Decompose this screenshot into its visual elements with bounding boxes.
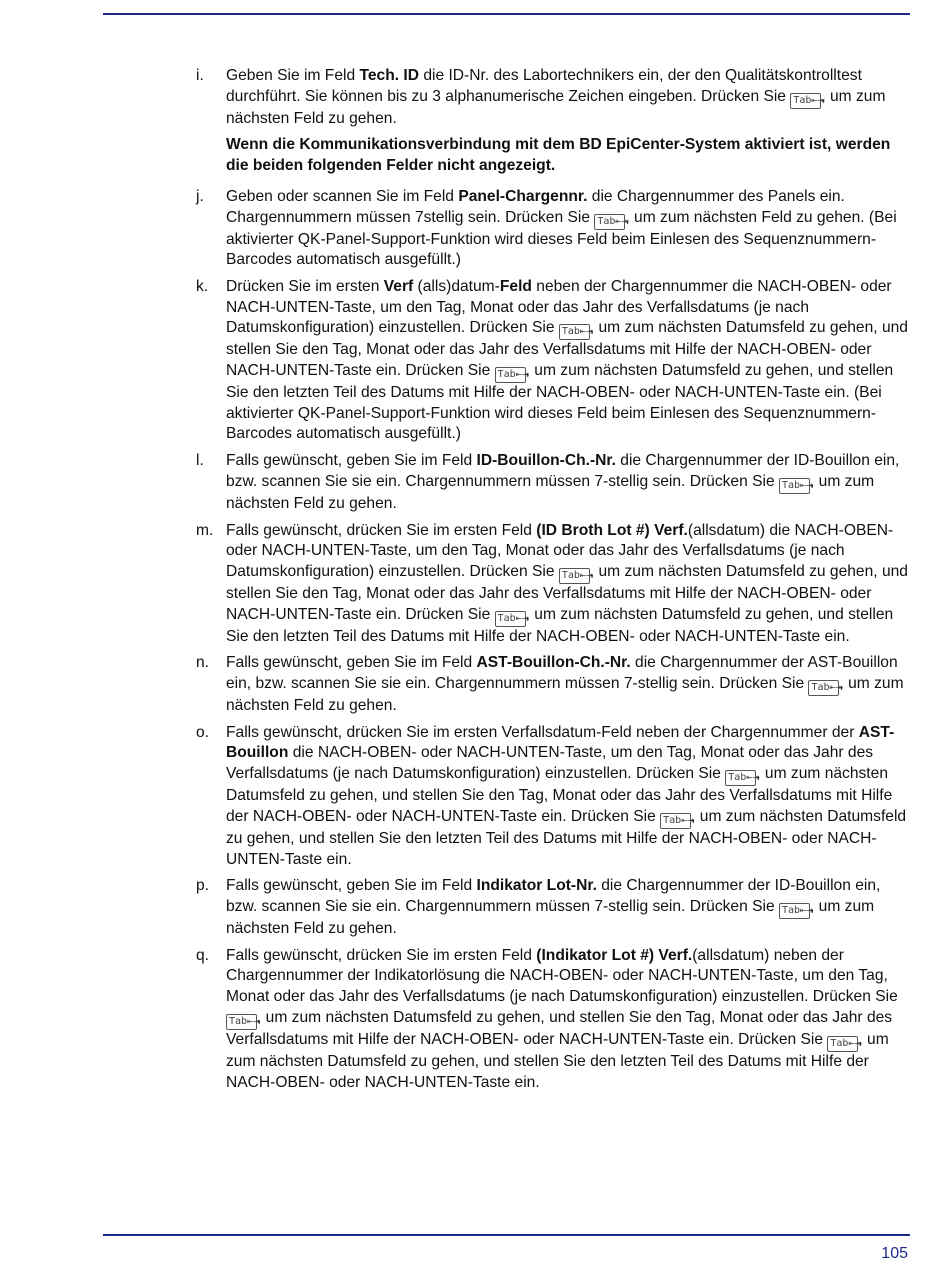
header-rule: [103, 13, 910, 15]
tab-key-icon: Tab⇤⇥: [779, 903, 810, 919]
item-text: Falls gewünscht, drücken Sie im ersten Feld: [226, 946, 537, 964]
item-text: , um zum nächsten Feld zu gehen.: [226, 87, 886, 127]
item-text: (allsdatum) die NACH-OBEN- oder NACH-UNTEN-Taste, um den Tag, Monat oder das Jahr des Verfallsdatums (je nach Datumskonfiguration) einzustellen. Drücken Sie: [226, 521, 894, 580]
tab-key-icon: Tab⇤⇥: [495, 611, 526, 627]
field-name: AST-Bouillon-Ch.-Nr.: [476, 654, 631, 672]
item-text: die Chargennummer der AST-Bouillon ein, bzw. scannen Sie sie ein. Chargennummern müssen 7-stellig sein. Drücken Sie: [226, 654, 898, 693]
list-item-m: [196, 521, 911, 648]
list-item-l: [196, 451, 911, 514]
item-letter: n.: [196, 654, 210, 672]
list-item-j: [196, 187, 911, 271]
tab-key-icon: Tab⇤⇥: [594, 214, 625, 230]
tab-key-icon: Tab⇤⇥: [827, 1036, 858, 1052]
item-text: , um zum nächsten Feld zu gehen.: [226, 472, 875, 512]
item-text: Falls gewünscht, drücken Sie im ersten Verfallsdatum-Feld neben der Chargennummer der: [226, 723, 859, 741]
item-letter: m.: [196, 521, 214, 539]
item-text: die NACH-OBEN- oder NACH-UNTEN-Taste, um den Tag, Monat oder das Jahr des Verfallsdatums (je nach Datumskonfiguration) einzustellen. Drücken Sie: [226, 744, 874, 783]
list-item-k: [196, 277, 911, 445]
item-text: die ID-Nr. des Labortechnikers ein, der den Qualitätskontrolltest durchführt. Sie können bis zu 3 alphanumerische Zeichen eingeben. Drücken Sie: [226, 67, 862, 105]
instruction-list: [196, 66, 911, 1099]
item-text: die Chargennummer des Panels ein. Chargennummern müssen 7stellig sein. Drücken Sie: [226, 187, 845, 226]
tab-key-icon: Tab⇤⇥: [779, 478, 810, 494]
field-name: Tech. ID: [359, 67, 419, 84]
item-text: , um zum nächsten Feld zu gehen.: [226, 897, 875, 937]
item-letter: i.: [196, 67, 204, 84]
item-letter: p.: [196, 877, 210, 895]
footer-rule: [103, 1234, 910, 1236]
field-name: ID-Bouillon-Ch.-Nr.: [476, 452, 616, 470]
item-text: Falls gewünscht, geben Sie im Feld: [226, 654, 477, 672]
field-name: Panel-Chargennr.: [458, 187, 588, 205]
list-item-o: [196, 723, 911, 871]
item-letter: q.: [196, 946, 210, 964]
item-text: , um zum nächsten Datumsfeld zu gehen, und stellen Sie den letzten Teil des Datums mit Hilfe der NACH-OBEN- oder NACH-UNTEN-Taste ein.: [226, 807, 907, 868]
item-letter: k.: [196, 277, 209, 295]
item-text: Drücken Sie im ersten: [226, 277, 384, 295]
item-text: , um zum nächsten Datumsfeld zu gehen, und stellen Sie den letzten Teil des Datums mit Hilfe der NACH-OBEN- oder NACH-UNTEN-Taste ein. (Bei aktivierter QK-Panel-Support-Funktion wird dieses Feld beim Einlesen des Sequenznummern-Barcodes automatisch ausgefüllt.): [226, 362, 894, 443]
item-text: , um zum nächsten Datumsfeld zu gehen, und stellen Sie den Tag, Monat oder das Jahr des Verfallsdatums mit Hilfe der NACH-OBEN- oder NACH-UNTEN-Taste ein. Drücken Sie: [226, 319, 908, 380]
item-text: Falls gewünscht, drücken Sie im ersten Feld: [226, 521, 537, 539]
item-text: neben der Chargennummer die NACH-OBEN- oder NACH-UNTEN-Taste, um den Tag, Monat oder das Jahr des Verfallsdatums (je nach Datumskonfiguration) einzustellen. Drücken Sie: [226, 277, 892, 337]
page-number: 105: [881, 1245, 908, 1262]
list-item-i: [196, 66, 911, 129]
item-text: Falls gewünscht, geben Sie im Feld: [226, 877, 477, 895]
item-text: die Chargennummer der ID-Bouillon ein, bzw. scannen Sie sie ein. Chargennummern müssen 7-stellig sein. Drücken Sie: [226, 877, 881, 915]
item-letter: j.: [196, 187, 204, 205]
item-text: (allsdatum) neben der Chargennummer der Indikatorlösung die NACH-OBEN- oder NACH-UNTEN-Taste, um den Tag, Monat oder das Jahr des Verfallsdatums (je nach Datumskonfiguration) einzustellen. Drücken Sie: [226, 946, 898, 1006]
list-item-p: [196, 876, 911, 939]
item-text: , um zum nächsten Datumsfeld zu gehen, und stellen Sie den Tag, Monat oder das Jahr des Verfallsdatums mit Hilfe der NACH-OBEN- oder NACH-UNTEN-Taste ein. Drücken Sie: [226, 1008, 893, 1048]
item-text: , um zum nächsten Datumsfeld zu gehen, und stellen Sie den letzten Teil des Datums mit Hilfe der NACH-OBEN- oder NACH-UNTEN-Taste ein.: [226, 605, 894, 645]
list-item-q: [196, 946, 911, 1094]
field-name: Feld: [499, 277, 532, 295]
item-text: , um zum nächsten Datumsfeld zu gehen, und stellen Sie den Tag, Monat oder das Jahr des Verfallsdatums mit Hilfe der NACH-OBEN- oder NACH-UNTEN-Taste ein. Drücken Sie: [226, 562, 908, 623]
field-name: (ID Broth Lot #) Verf.: [536, 521, 688, 539]
epicenter-note: Wenn die Kommunikationsverbindung mit dem BD EpiCenter-System aktiviert ist, werden die beiden folgenden Felder nicht angezeigt.: [226, 136, 891, 175]
tab-key-icon: Tab⇤⇥: [725, 770, 756, 786]
tab-key-icon: Tab⇤⇥: [660, 813, 691, 829]
item-text: die Chargennummer der ID-Bouillon ein, bzw. scannen Sie sie ein. Chargennummern müssen 7-stellig sein. Drücken Sie: [226, 452, 900, 490]
item-text: , um zum nächsten Feld zu gehen.: [226, 675, 904, 715]
tab-key-icon: Tab⇤⇥: [559, 568, 590, 584]
item-text: , um zum nächsten Datumsfeld zu gehen, und stellen Sie den Tag, Monat oder das Jahr des Verfallsdatums mit Hilfe der NACH-OBEN- oder NACH-UNTEN-Taste ein. Drücken Sie: [226, 765, 893, 825]
field-name: Verf: [383, 277, 414, 295]
item-letter: o.: [196, 723, 210, 741]
list-item-n: [196, 653, 911, 716]
tab-key-icon: Tab⇤⇥: [559, 324, 590, 340]
tab-key-icon: Tab⇤⇥: [808, 680, 839, 696]
field-name: Indikator Lot-Nr.: [476, 877, 597, 895]
item-letter: l.: [196, 452, 204, 470]
item-text: (alls)datum-: [413, 277, 500, 295]
item-text: Geben Sie im Feld: [226, 67, 360, 84]
item-text: Geben oder scannen Sie im Feld: [226, 187, 459, 205]
item-text: , um zum nächsten Datumsfeld zu gehen, und stellen Sie den letzten Teil des Datums mit Hilfe der NACH-OBEN- oder NACH-UNTEN-Taste ein.: [226, 1030, 889, 1091]
tab-key-icon: Tab⇤⇥: [226, 1014, 257, 1030]
item-text: , um zum nächsten Feld zu gehen. (Bei aktivierter QK-Panel-Support-Funktion wird dieses Feld beim Einlesen des Sequenznummern-Barcodes automatisch ausgefüllt.): [226, 208, 897, 269]
field-name: (Indikator Lot #) Verf.: [536, 946, 693, 964]
tab-key-icon: Tab⇤⇥: [790, 93, 821, 109]
item-text: Falls gewünscht, geben Sie im Feld: [226, 452, 477, 470]
tab-key-icon: Tab⇤⇥: [495, 367, 526, 383]
field-name: AST-Bouillon: [226, 723, 895, 762]
